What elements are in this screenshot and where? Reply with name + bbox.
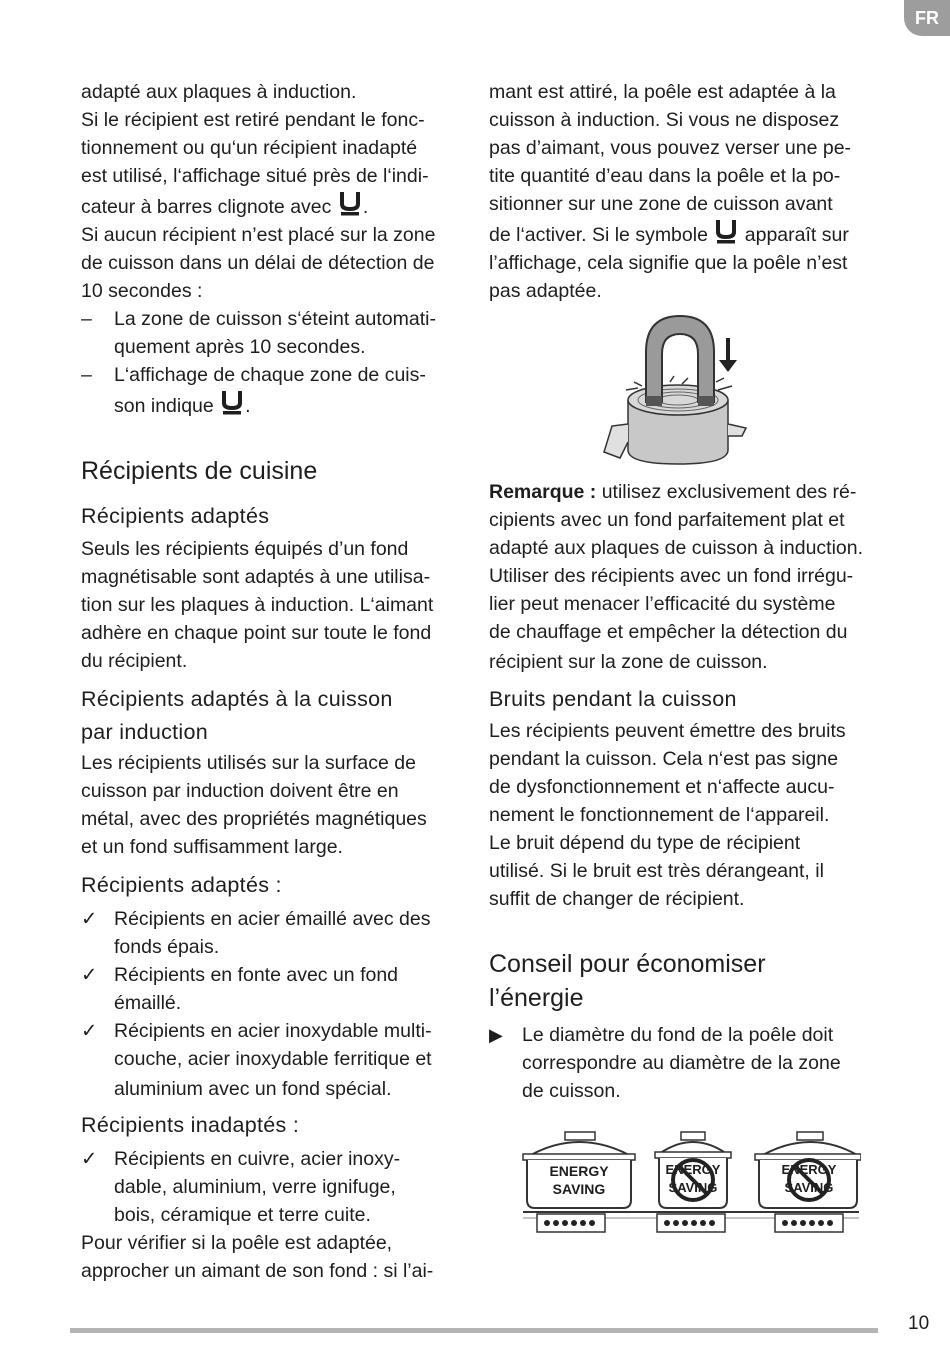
triangle-bullet-icon: ▶: [489, 1025, 503, 1045]
check-icon: ✓: [81, 1148, 98, 1170]
paragraph-line: cuisson par induction doivent être en: [81, 780, 399, 802]
pan-missing-icon: [221, 389, 243, 415]
check-line: Récipients en acier émaillé avec des: [114, 908, 431, 930]
tip-line: Le diamètre du fond de la poêle doit: [522, 1024, 834, 1046]
remark-line: [489, 478, 874, 506]
intro-line: adapté aux plaques à induction.: [81, 81, 357, 103]
dash-line: L‘affichage de chaque zone de cuis-: [114, 364, 426, 386]
section-heading-conseil: Conseil pour économiser: [489, 950, 766, 978]
intro-line: 10 secondes :: [81, 280, 203, 302]
paragraph-line: Le bruit dépend du type de récipient: [489, 832, 801, 854]
paragraph-line: Pour vérifier si la poêle est adaptée,: [81, 1232, 393, 1254]
intro-line: Si le récipient est retiré pendant le fonc-: [81, 109, 425, 131]
pot-not-saving: [755, 1132, 861, 1232]
dash-line: son indique: [114, 395, 220, 417]
pan-missing-icon: [339, 190, 361, 216]
footer-rule: [70, 1328, 878, 1333]
check-line: Récipients en fonte avec un fond: [114, 964, 399, 986]
remark-line: lier peut menacer l’efficacité du système: [489, 593, 836, 615]
paragraph-line: pas d’aimant, vous pouvez verser une pe-: [489, 137, 852, 159]
subheading-adaptes-list: Récipients adaptés :: [81, 873, 282, 897]
check-item-text: [114, 905, 465, 961]
paragraph-line: approcher un aimant de son fond : si l’ai-: [81, 1260, 434, 1282]
paragraph-line: suffit de changer de récipient.: [489, 888, 745, 910]
remark-label: Remarque :: [489, 481, 597, 503]
left-column: [81, 78, 465, 1285]
dash-item-text: [114, 361, 465, 420]
magnet-pan-illustration: [598, 312, 758, 472]
check-item: [81, 1145, 465, 1229]
check-line: émaillé.: [114, 992, 182, 1014]
intro-line-with-icon: [81, 190, 465, 221]
paragraph-line: tite quantité d’eau dans la poêle et la po-: [489, 165, 841, 187]
paragraph-line: Les récipients peuvent émettre des bruits: [489, 720, 846, 742]
intro-line: tionnement ou qu‘un récipient inadapté: [81, 137, 418, 159]
page-number: 10: [908, 1313, 930, 1334]
paragraph-line: magnétisable sont adaptés à une utilisa-: [81, 566, 431, 588]
paragraph-text: de l‘activer. Si le symbole: [489, 224, 714, 246]
intro-line: de cuisson dans un délai de détection de: [81, 252, 435, 274]
remark-line: adapté aux plaques de cuisson à induction.: [489, 537, 864, 559]
section-heading-cuisine: Récipients de cuisine: [81, 457, 318, 485]
paragraph-line: nement le fonctionnement de l‘appareil.: [489, 804, 830, 826]
paragraph-line: tion sur les plaques à induction. L‘aimant: [81, 594, 434, 616]
dash-item: [81, 361, 465, 420]
paragraph-line: l’affichage, cela signifie que la poêle n’est: [489, 252, 848, 274]
check-icon: ✓: [81, 908, 98, 930]
check-item: [81, 961, 465, 1017]
subheading-inadaptes: Récipients inadaptés :: [81, 1113, 300, 1137]
language-badge: FR: [904, 0, 950, 36]
tip-line: de cuisson.: [522, 1080, 621, 1102]
check-item-text: [114, 961, 465, 1017]
intro-line: est utilisé, l‘affichage situé près de l‘indi-: [81, 165, 429, 187]
intro-line: Si aucun récipient n’est placé sur la zone: [81, 224, 436, 246]
paragraph-line: cuisson à induction. Si vous ne disposez: [489, 109, 840, 131]
paragraph-line: Seuls les récipients équipés d’un fond: [81, 538, 409, 560]
paragraph-line: pendant la cuisson. Cela n‘est pas signe: [489, 748, 839, 770]
tip-item: [489, 1021, 874, 1105]
check-icon: ✓: [81, 964, 98, 986]
check-item-text: [114, 1017, 465, 1105]
dash-mark: –: [81, 364, 92, 386]
remark-line: cipients avec un fond parfaitement plat et: [489, 509, 845, 531]
dash-line: La zone de cuisson s‘éteint automati-: [114, 308, 436, 330]
intro-text: cateur à barres clignote avec: [81, 196, 337, 218]
paragraph-line: utilisé. Si le bruit est très dérangeant, il: [489, 860, 824, 882]
check-line: aluminium avec un fond spécial.: [114, 1078, 392, 1100]
pot-label-saving: SAVING: [552, 1181, 606, 1197]
check-icon: ✓: [81, 1020, 98, 1042]
paragraph-line: sitionner sur une zone de cuisson avant: [489, 193, 833, 215]
subheading-bruits: Bruits pendant la cuisson: [489, 687, 737, 711]
dash-item: [81, 305, 465, 361]
paragraph-text-end: apparaît sur: [739, 224, 849, 246]
energy-saving-illustration: [521, 1130, 861, 1240]
pot-label-energy: ENERGY: [781, 1162, 837, 1177]
right-column: [489, 78, 874, 1105]
paragraph-line: du récipient.: [81, 650, 188, 672]
paragraph-line: pas adaptée.: [489, 280, 602, 302]
check-item: [81, 1017, 465, 1105]
intro-text-end: .: [362, 196, 369, 218]
remark-line: récipient sur la zone de cuisson.: [489, 651, 768, 673]
pot-label-energy: ENERGY: [549, 1163, 609, 1179]
pot-energy-saving: [523, 1132, 635, 1232]
check-line: dable, aluminium, verre ignifuge,: [114, 1176, 396, 1198]
paragraph-line-with-icon: [489, 218, 874, 249]
dash-line-end: .: [245, 395, 251, 417]
check-line: couche, acier inoxydable ferritique et: [114, 1048, 432, 1070]
remark-line: Utiliser des récipients avec un fond irrégu-: [489, 565, 854, 587]
pot-label-saving: SAVING: [668, 1180, 718, 1195]
pot-not-saving: [655, 1132, 731, 1232]
check-item-text: [114, 1145, 465, 1229]
check-item: [81, 905, 465, 961]
paragraph-line: Les récipients utilisés sur la surface de: [81, 752, 416, 774]
pot-label-energy: ENERGY: [665, 1162, 721, 1177]
tip-item-text: [522, 1021, 874, 1105]
remark-line: de chauffage et empêcher la détection du: [489, 621, 848, 643]
dash-item-text: [114, 305, 465, 361]
subheading-adaptes: Récipients adaptés: [81, 504, 270, 528]
tip-line: correspondre au diamètre de la zone: [522, 1052, 841, 1074]
subheading-induction: Récipients adaptés à la cuisson: [81, 687, 393, 711]
check-line: fonds épais.: [114, 936, 220, 958]
check-line: bois, céramique et terre cuite.: [114, 1204, 371, 1226]
dash-mark: –: [81, 308, 92, 330]
dash-line: quement après 10 secondes.: [114, 336, 366, 358]
pot-label-saving: SAVING: [784, 1180, 834, 1195]
subheading-induction-cont: par induction: [81, 720, 209, 744]
paragraph-line: métal, avec des propriétés magnétiques: [81, 808, 427, 830]
paragraph-line: mant est attiré, la poêle est adaptée à la: [489, 81, 836, 103]
paragraph-line: adhère en chaque point sur toute le fond: [81, 622, 432, 644]
check-line: Récipients en acier inoxydable multi-: [114, 1020, 432, 1042]
check-line: Récipients en cuivre, acier inoxy-: [114, 1148, 401, 1170]
section-heading-conseil-cont: l’énergie: [489, 984, 584, 1012]
pan-missing-icon: [715, 218, 737, 244]
remark-text: utilisez exclusivement des ré-: [596, 481, 857, 503]
paragraph-line: et un fond suffisamment large.: [81, 836, 343, 858]
paragraph-line: de dysfonctionnement et n‘affecte aucu-: [489, 776, 835, 798]
